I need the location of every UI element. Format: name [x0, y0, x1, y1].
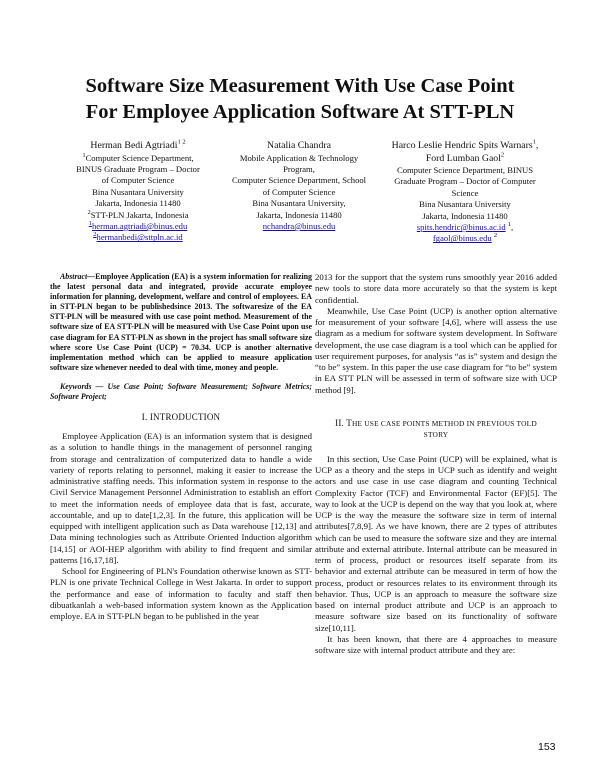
affiliation-line: Computer Science Department, BINUS: [396, 165, 534, 175]
affiliation-line: Computer Science Department, School: [231, 175, 367, 186]
author-block-2: [212, 140, 386, 232]
page-number: 153: [538, 741, 556, 753]
keywords: Keywords — Use Case Point; Software Measurement; Software Metrics; Software Project;: [50, 381, 312, 402]
title-line-2: For Employee Application Software At STT-PLN: [85, 101, 515, 123]
author-block-1: [50, 140, 226, 244]
abstract: Abstract—Employee Application (EA) is a system information for realizing the latest personal data and integrated, provide accurate employee information for planning, development, welfare and control of employees. EA in STT-PLN began to be publishedsince 2013. The softwaresize of the EA STT-PLN will be measured with use case point method. Measurement of the software size of EA STT-PLN will be measured with Use Case Point upon use case diagram for EA STT-PLN as shown in the project has small software size where score Use Case Point (UCP) = 70.34. UCP is another alternative implementation method which can be applied to measure application software size whenever needed to deal with time, money and people.: [50, 272, 312, 372]
affiliation-line: Bina Nusantara University,: [252, 198, 346, 209]
affiliation-line: $^1$Computer Science Department,: [82, 151, 194, 163]
right-column: [315, 272, 557, 656]
affiliation-line: Jakarta, Indonesia 11480: [256, 209, 342, 220]
affiliation-line: Program,: [283, 163, 315, 174]
author-name: Harco Leslie Hendric Spits Warnars$^1$,: [391, 138, 539, 151]
body-paragraph: In this section, Use Case Point (UCP) will be explained, what is UCP as a theory and the steps in UCP such as identify and weight actors and use case in use case diagram and counting Technical Complexity Factor (TCF) and Environmental Factor (EF)[5]. The way to look at the UCP is depend on the way that you look at, where UCP is the way the measure the software size in term of internal attributes[7,8,9]. As we have known, there are 2 types of attributes which can be used to measure the software size and they are internal attribute and external attribute. Internal attribute can be measured in term of process, product or resources itself separate from its behavior and external attribute can be measured in term of how the process, product or resources relates to its environment through its behavior. Thus, UCP is an approach to measure the software size based on internal product attribute and UCP is an approach to measure software size based on its functionality of software size[10,11].: [315, 453, 557, 633]
affiliation-line: Bina Nusantara University: [419, 199, 511, 210]
email-link[interactable]: $^2$hermanbedi@sttpln.ac.id: [93, 231, 183, 243]
title-line-1: Software Size Measurement With Use Case Point: [85, 75, 515, 97]
author-block-3: [370, 140, 560, 245]
body-paragraph: 2013 for the support that the system runs smoothly year 2016 added new tools to store data more accurately so that the system is kept confidential.: [315, 272, 557, 305]
author-name: Herman Bedi Agtriadi$^{1 2}$: [90, 138, 186, 151]
section-heading-ucp-method: II. THE USE CASE POINTS METHOD IN PREVIOUS TOLD STORY: [335, 417, 537, 439]
affiliation-line: Graduate Program – Doctor of Computer: [394, 176, 536, 187]
body-paragraph: Employee Application (EA) is an information system that is designed as a solution to handle things in the management of personnel ranging from storage and centralization of computerized data to handle a wide variety of reports relating to personnel, making it easier to increase the administrative staffing needs. This information system in response to the Civil Service Management Personnel Administration to establish an effort to meet the information needs of employee data that is fast, accurate, accountable, and up to date[1,2,3]. In the future, this application will be equipped with intelligent application such as Data warehouse [12,13] and Data mining technologies such as Attribute Oriented Induction algorithm [14,15] or AOI-HEP algorithm with ability to find frequent and similar patterns [16,17,18].: [50, 431, 312, 565]
email-link[interactable]: $^1$herman.agtriadi@binus.edu: [88, 220, 188, 231]
affiliation-line: Jakarta, Indonesia 11480: [422, 210, 508, 221]
email-link[interactable]: nchandra@binus.edu: [262, 220, 336, 231]
body-paragraph: School for Engineering of PLN's Foundation otherwise known as STT-PLN is one private Technical College in West Jakarta. In order to support the performance and ease of information to faculty and staff then dibuatkanlah a web-based information system known as the Application employe. EA in STT-PLN began to be published in the year: [50, 566, 312, 622]
affiliation-line: $^2$STT-PLN Jakarta, Indonesia: [87, 208, 189, 220]
email-link[interactable]: spits.hendric@binus.ac.id $^1$,: [416, 221, 514, 233]
affiliation-line: BINUS Graduate Program – Doctor: [76, 163, 200, 174]
author-name: Natalia Chandra: [267, 140, 331, 151]
page-title: [30, 73, 570, 125]
body-paragraph: It has been known, that there are 4 approaches to measure software size with internal product attribute and they are:: [315, 633, 557, 655]
email-link[interactable]: fgaol@binus.edu $^2$: [432, 232, 498, 244]
affiliation-line: Jakarta, Indonesia 11480: [95, 198, 181, 209]
affiliation-line: Science: [451, 187, 479, 198]
left-column: [50, 272, 312, 622]
author-name: Ford Lumban Gaol$^2$: [425, 151, 505, 164]
affiliation-line: Bina Nusantara University: [92, 186, 184, 197]
body-paragraph: Meanwhile, Use Case Point (UCP) is another option alternative for measurement of your software [4,6], where will assess the use diagram as a medium for software system development. In Software development, the use case diagram is a tool which can be applied for user requirement purposes, for analysis “as is” system and design the “to be” system. In this paper the use case diagram for “to be” system in EA STT PLN will be assessed in term of software size with UCP method [9].: [315, 305, 557, 395]
affiliation-line: Mobile Application & Technology: [239, 152, 359, 163]
affiliation-line: of Computer Science: [262, 186, 336, 197]
affiliation-line: of Computer Science: [101, 175, 175, 186]
section-heading-introduction: I. INTRODUCTION: [141, 412, 221, 423]
